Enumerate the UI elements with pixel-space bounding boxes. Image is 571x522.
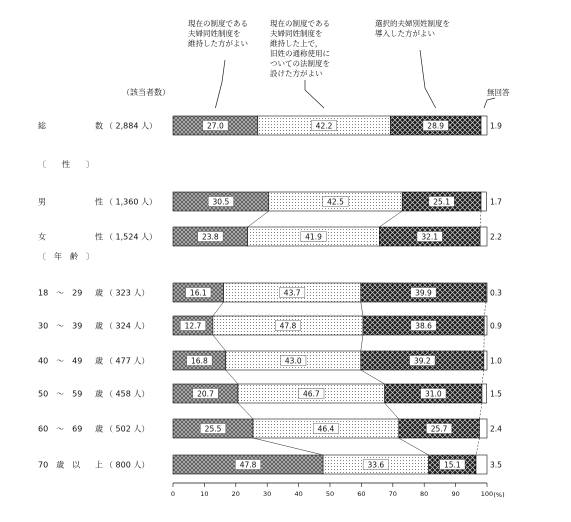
data-label: 30.5 bbox=[212, 197, 230, 207]
series-header: 選択的夫婦別姓制度を導入した方がよい bbox=[375, 19, 450, 38]
row-label-suffix: 歳 bbox=[95, 389, 103, 399]
row-label: 40 ～ 49 bbox=[38, 356, 83, 366]
data-label: 16.1 bbox=[189, 288, 207, 298]
data-label: 12.7 bbox=[184, 321, 202, 331]
series-header: 無回答 bbox=[487, 88, 510, 97]
connector-line bbox=[361, 335, 363, 351]
row-label-suffix: 歳 bbox=[95, 424, 103, 434]
data-label: 46.7 bbox=[302, 389, 320, 399]
data-label: 39.2 bbox=[413, 356, 431, 366]
x-tick-label: 100 bbox=[480, 490, 494, 498]
bar-segment bbox=[482, 384, 487, 403]
connector-line bbox=[385, 403, 399, 419]
data-label: 31.0 bbox=[424, 389, 442, 399]
connector-line bbox=[399, 438, 429, 455]
connector-line bbox=[476, 438, 479, 455]
respondent-count: （ 502 人） bbox=[105, 424, 150, 434]
row-label: 30 ～ 39 bbox=[38, 321, 83, 331]
section-header: 〔 年 齢 〕 bbox=[38, 252, 94, 261]
row-label-suffix: 性 bbox=[95, 232, 103, 242]
no-answer-label: 2.2 bbox=[490, 232, 502, 242]
bar-segment bbox=[484, 316, 487, 335]
row-label-suffix: 数 bbox=[95, 121, 103, 131]
leader-line bbox=[215, 60, 225, 108]
connector-line bbox=[213, 302, 224, 316]
x-tick-label: 90 bbox=[451, 490, 460, 498]
data-label: 41.9 bbox=[305, 232, 322, 242]
no-answer-label: 1.7 bbox=[490, 197, 502, 207]
row-label: 男 bbox=[38, 197, 46, 207]
row-label: 女 bbox=[38, 232, 46, 242]
connector-line bbox=[479, 403, 482, 419]
data-label: 32.1 bbox=[421, 232, 439, 242]
connector-line bbox=[361, 370, 385, 384]
respondent-count: （ 323 人） bbox=[105, 288, 150, 298]
series-header: 現在の制度である夫婦同姓制度を維持した上で，旧姓の通称使用についての法制度を設けた方がよい bbox=[270, 19, 330, 78]
data-label: 42.2 bbox=[315, 121, 333, 131]
x-tick-label: 60 bbox=[357, 490, 366, 498]
connector-line bbox=[213, 335, 226, 351]
data-label: 47.8 bbox=[239, 460, 257, 470]
leader-line bbox=[420, 50, 436, 108]
data-label: 43.0 bbox=[284, 356, 302, 366]
data-label: 39.9 bbox=[415, 288, 432, 298]
connector-line bbox=[361, 302, 363, 316]
series-header: 現在の制度である夫婦同姓制度を維持した方がよい bbox=[188, 19, 248, 48]
connector-line bbox=[379, 211, 402, 227]
bar-segment bbox=[479, 419, 487, 438]
data-label: 25.7 bbox=[430, 424, 448, 434]
data-label: 38.6 bbox=[415, 321, 432, 331]
respondent-count: （ 458 人） bbox=[105, 389, 150, 399]
no-answer-label: 2.4 bbox=[490, 424, 502, 434]
no-answer-label: 1.0 bbox=[490, 356, 502, 366]
bars bbox=[173, 116, 502, 474]
data-label: 27.0 bbox=[207, 121, 224, 131]
respondent-count: （ 1,360 人） bbox=[105, 197, 157, 207]
connector-line bbox=[238, 403, 253, 419]
data-label: 15.1 bbox=[443, 460, 461, 470]
section-header: 〔 性 〕 bbox=[38, 160, 94, 169]
row-label-suffix: 上 bbox=[95, 460, 103, 470]
series-headers bbox=[122, 18, 510, 97]
data-label: 25.5 bbox=[204, 424, 222, 434]
respondent-count: （ 1,524 人） bbox=[105, 232, 157, 242]
row-label: 総 bbox=[38, 121, 46, 131]
data-label: 16.8 bbox=[191, 356, 208, 366]
connector-line bbox=[253, 438, 323, 455]
connector-line bbox=[482, 370, 484, 384]
data-label: 25.1 bbox=[433, 197, 450, 207]
no-answer-label: 0.9 bbox=[490, 321, 502, 331]
x-tick-label: 80 bbox=[420, 490, 429, 498]
x-tick-label: 30 bbox=[263, 490, 272, 498]
no-answer-label: 1.5 bbox=[490, 389, 502, 399]
bar-segment bbox=[486, 283, 487, 302]
x-axis bbox=[171, 483, 505, 499]
data-label: 42.5 bbox=[327, 197, 344, 207]
bar-segment bbox=[481, 116, 487, 135]
connector-line bbox=[226, 370, 238, 384]
row-label-suffix: 歳 bbox=[95, 356, 103, 366]
no-answer-label: 1.9 bbox=[490, 121, 502, 131]
data-label: 33.6 bbox=[367, 460, 385, 470]
respondent-count: （ 2,884 人） bbox=[105, 121, 157, 131]
x-unit-label: (%) bbox=[493, 491, 505, 499]
data-label: 23.8 bbox=[202, 232, 219, 242]
row-labels bbox=[38, 121, 157, 470]
no-answer-label: 0.3 bbox=[490, 288, 502, 298]
respondent-count: （ 800 人） bbox=[105, 460, 150, 470]
leader-line bbox=[305, 80, 324, 108]
x-tick-label: 50 bbox=[325, 490, 335, 498]
bar-segment bbox=[480, 227, 487, 246]
header-leader-lines bbox=[215, 50, 495, 108]
count-header: （該当者数） bbox=[122, 88, 170, 97]
data-label: 20.7 bbox=[197, 389, 214, 399]
no-answer-label: 3.5 bbox=[490, 460, 502, 470]
data-label: 28.9 bbox=[427, 121, 445, 131]
x-tick-label: 40 bbox=[294, 490, 303, 498]
x-tick-label: 20 bbox=[231, 490, 240, 498]
leader-line bbox=[484, 98, 495, 108]
row-label-suffix: 歳 bbox=[95, 288, 103, 298]
data-label: 43.7 bbox=[283, 288, 301, 298]
data-label: 47.8 bbox=[279, 321, 297, 331]
bar-segment bbox=[476, 455, 487, 474]
row-label-suffix: 歳 bbox=[95, 321, 103, 331]
respondent-count: （ 477 人） bbox=[105, 356, 150, 366]
x-tick-label: 0 bbox=[170, 490, 176, 498]
x-tick-label: 10 bbox=[200, 490, 209, 498]
connector-line bbox=[248, 211, 269, 227]
row-label: 50 ～ 59 bbox=[38, 389, 83, 399]
row-label: 18 ～ 29 bbox=[38, 288, 83, 298]
x-tick-label: 70 bbox=[388, 490, 397, 498]
data-label: 46.4 bbox=[317, 424, 335, 434]
bar-segment bbox=[481, 192, 486, 211]
bar-segment bbox=[484, 351, 487, 370]
row-label: 70 歳 以 bbox=[38, 460, 81, 470]
row-label: 60 ～ 69 bbox=[38, 424, 83, 434]
row-label-suffix: 性 bbox=[95, 197, 103, 207]
respondent-count: （ 324 人） bbox=[105, 321, 150, 331]
connector-line bbox=[480, 211, 481, 227]
connector-line bbox=[484, 302, 486, 316]
